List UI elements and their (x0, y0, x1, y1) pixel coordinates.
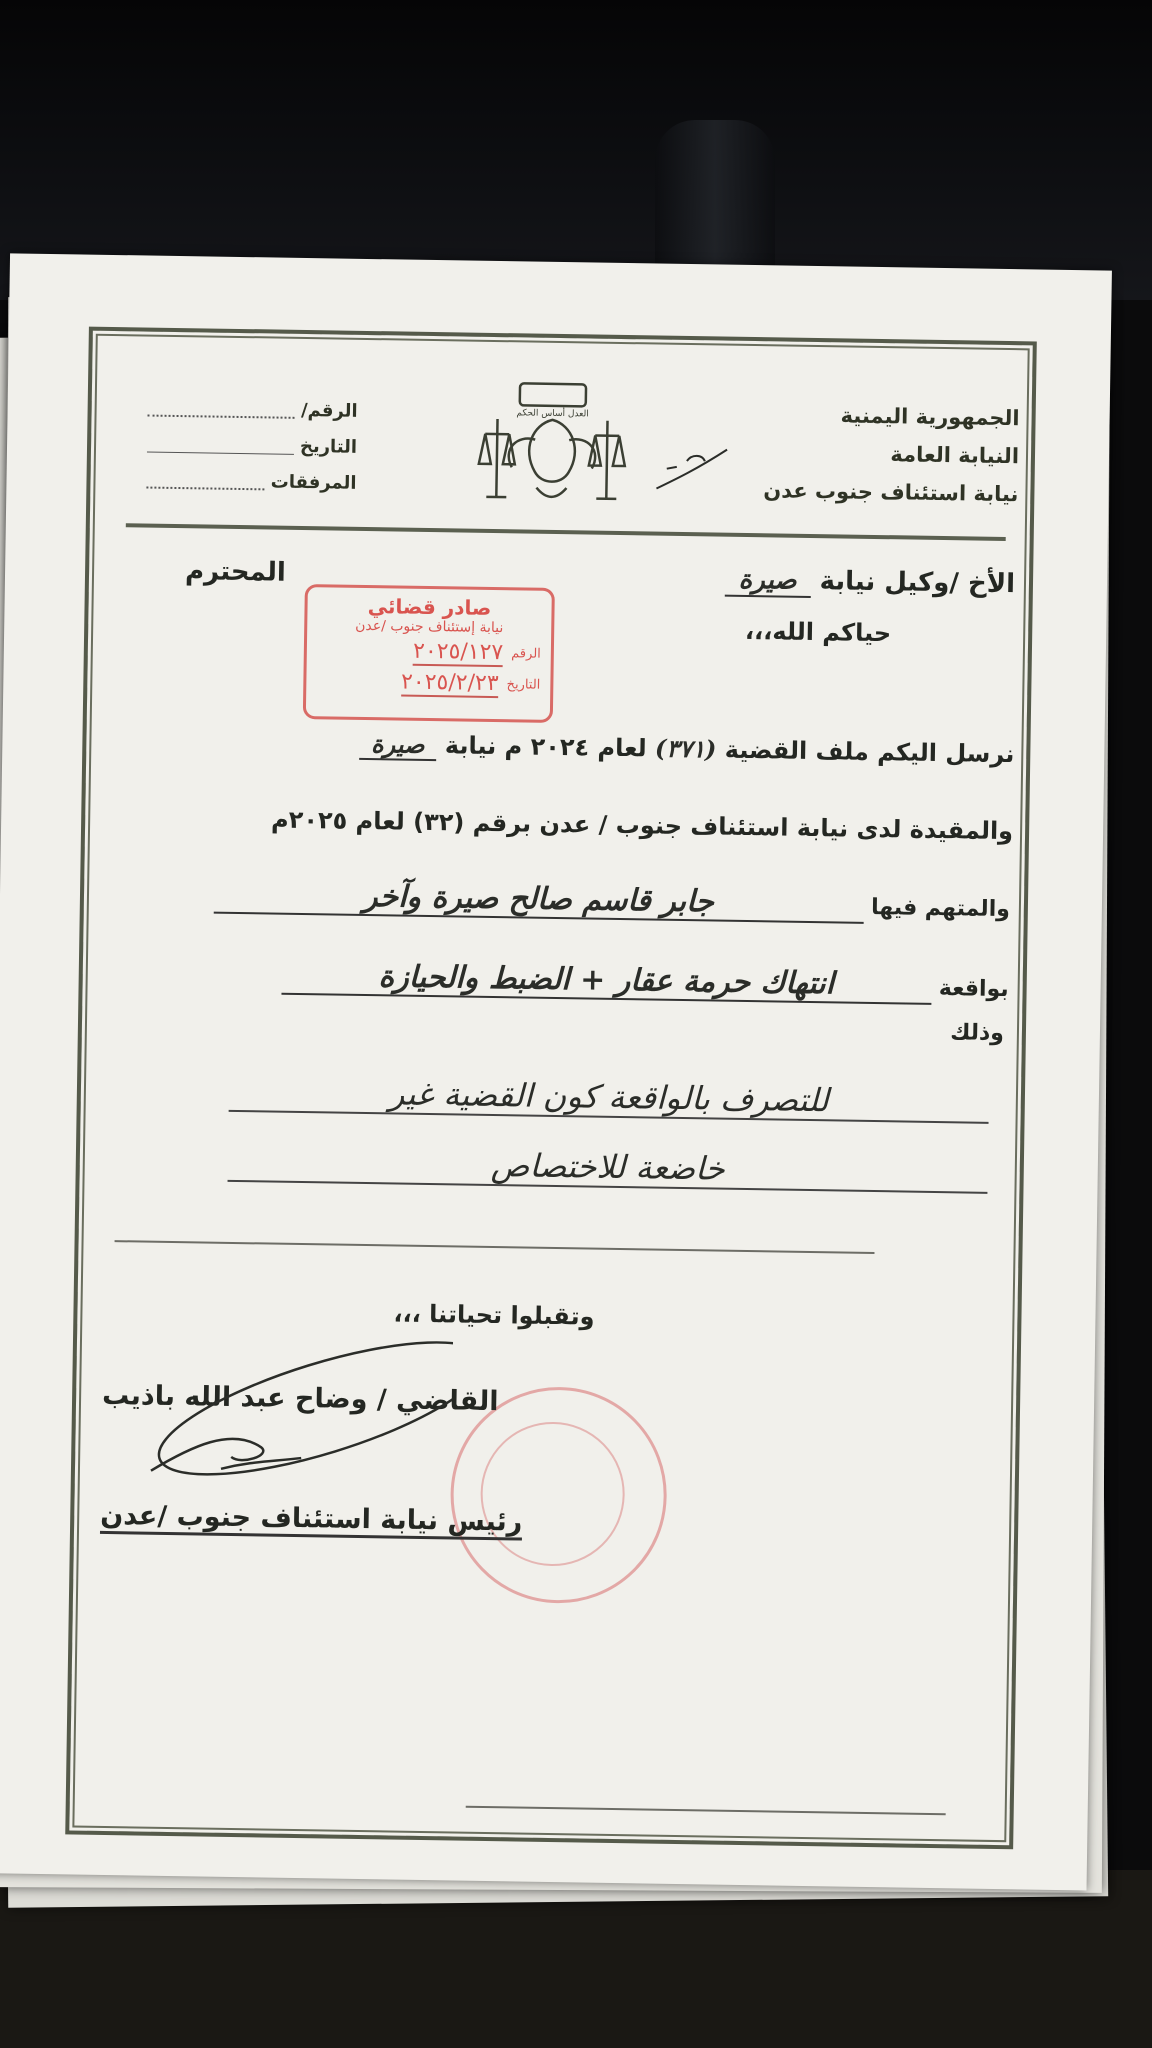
handwritten-note-mark (646, 438, 737, 499)
line2-text: والمقيدة لدى نيابة استئناف جنوب / عدن برقم (٣٢) (412, 807, 1014, 846)
office-name: النيابة العامة (890, 442, 1020, 469)
line5-label: وذلك (950, 1020, 1005, 1047)
branch-name: نيابة استئناف جنوب عدن (763, 478, 1019, 507)
line1-handwritten: صيرة (359, 729, 437, 761)
respect-label: المحترم (184, 556, 287, 588)
ref-label: الرقم/ (300, 399, 358, 422)
date-label: التاريخ (299, 435, 358, 458)
stamp-number-label: الرقم (511, 646, 541, 662)
addressee-label: الأخ /وكيل نيابة (819, 566, 1016, 600)
line2-year: لعام ٢٠٢٥م (270, 805, 406, 836)
line4-label: بواقعة (938, 976, 1009, 1003)
closing-text: وتقبلوا تحياتنا ،،، (393, 1299, 595, 1331)
stamp-date-value: ٢٠٢٥/٢/٢٣ (400, 669, 499, 697)
line1-year: لعام ٢٠٢٤ م نيابة (444, 731, 647, 763)
line1-prefix: نرسل اليكم ملف القضية (724, 735, 1015, 769)
signer-title: رئيس نيابة استئناف جنوب /عدن (100, 1500, 523, 1541)
addressee-handwritten: صيرة (724, 565, 810, 598)
emblem-motto: العدل أساس الحكم (516, 408, 589, 420)
addressee-line (724, 565, 1015, 600)
stamp-number-value: ٢٠٢٥/١٢٧ (412, 638, 504, 666)
issued-stamp (303, 584, 555, 723)
stamp-title: صادر قضائي (367, 594, 492, 620)
yemen-emblem-icon (476, 379, 628, 516)
header-authority (718, 395, 1020, 514)
greeting: حياكم الله،،، (744, 616, 892, 648)
header-reference (146, 391, 358, 502)
signer-name: القاضي / وضاح عبد الله باذيب (101, 1379, 499, 1418)
body-line-6-handwritten: للتصرف بالواقعة كون القضية غير (229, 1072, 990, 1124)
stamp-date-label: التاريخ (506, 677, 541, 693)
signature-mark (111, 1335, 453, 1490)
country-name: الجمهورية اليمنية (840, 403, 1020, 431)
line1-case-number: (٣٧١) (654, 733, 717, 764)
line4-handwritten: انتهاك حرمة عقار + الضبط والحيازة (281, 958, 932, 1005)
attachments-label: المرفقات (270, 471, 357, 494)
document-page (0, 253, 1112, 1890)
stamp-office: نيابة إستئناف جنوب /عدن (355, 617, 504, 637)
line3-label: والمتهم فيها (870, 894, 1011, 923)
body-line-7-handwritten: خاضعة للاختصاص (228, 1142, 989, 1194)
line3-handwritten: جابر قاسم صالح صيرة وآخر (213, 877, 864, 924)
